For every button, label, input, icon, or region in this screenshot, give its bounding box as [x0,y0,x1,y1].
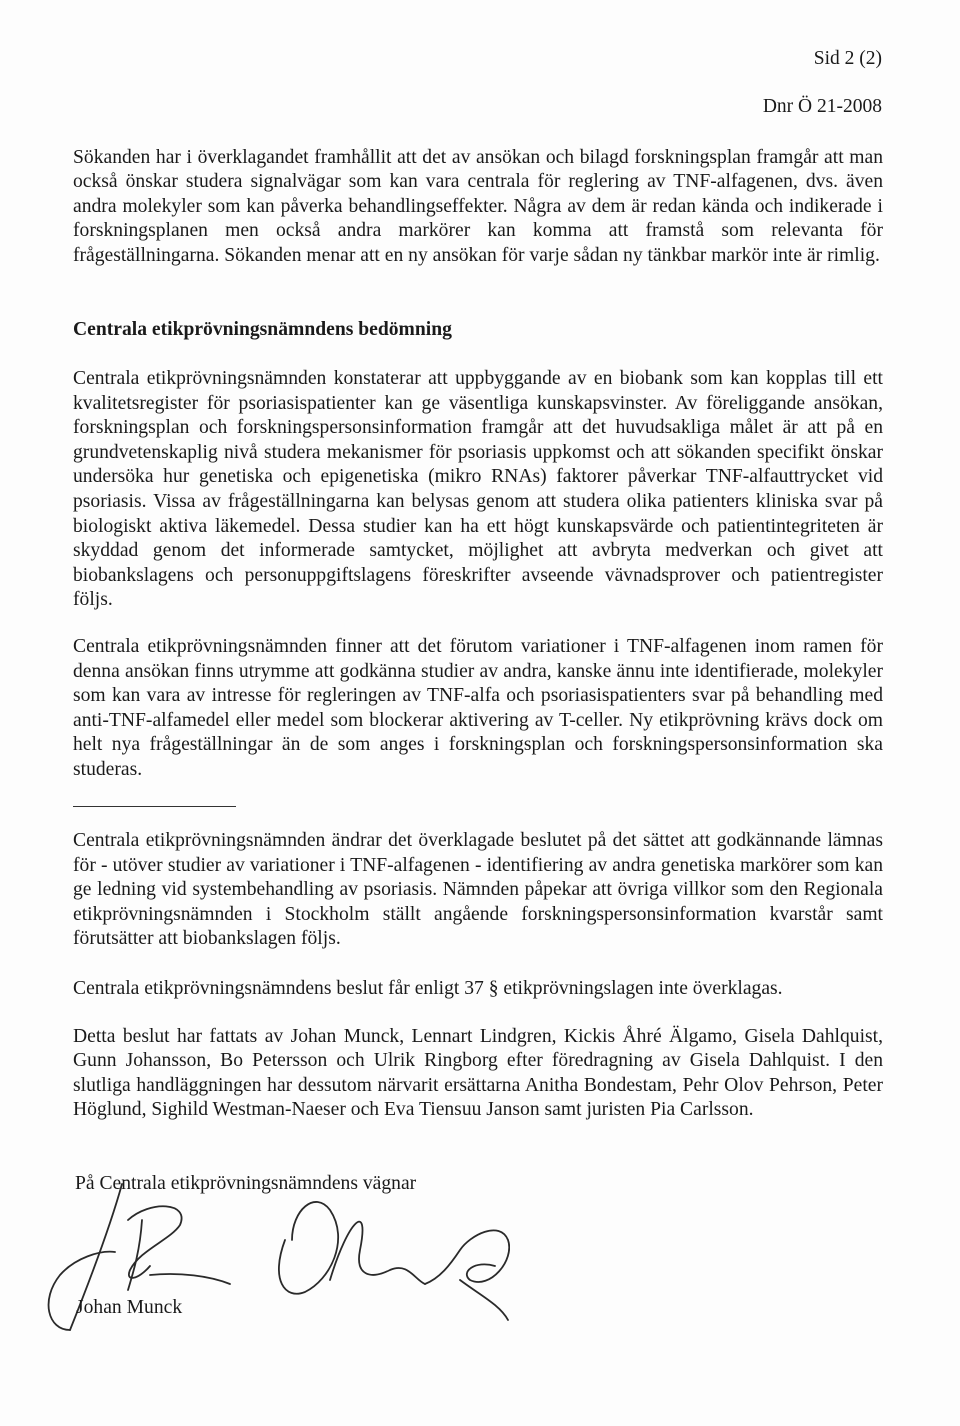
paragraph-text: Centrala etikprövningsnämnden finner att det förutom variationer i TNF-alfagenen inom ramen för denna ansökan finns utrymme att godkänna studier av andra, kanske ännu inte identifierade, molekyler som kan vara av intresse för regleringen av TNF-alfa och psoriasispatienters svar på behandling med anti-TNF-alfamedel eller medel som blockerar aktivering av T-celler. Ny etikprövning krävs dock om helt nya frågeställningar än de som anges i forskningsplan och forskningspersonsinformation ska studeras. [73,636,883,780]
paragraph-participants [73,1025,883,1123]
paragraph-text: Detta beslut har fattats av Johan Munck, Lennart Lindgren, Kickis Åhré Älgamo, Gisela Dahlquist, Gunn Johansson, Bo Petersson och Ulrik Ringborg efter föredragning av Gisela Dahlquist. I den slutliga handläggningen har dessutom närvarit ersättarna Anitha Bondestam, Pehr Olov Pehrson, Peter Höglund, Sighild Westman-Naeser och Eva Tiensuu Janson samt juristen Pia Carlsson. [73,1026,883,1121]
paragraph-appeal-note [73,977,883,1001]
paragraph-text: Centrala etikprövningsnämnden konstaterar att uppbyggande av en biobank som kan kopplas till ett kvalitetsregister för psoriasispatienter kan ge väsentliga kunskapsvinster. Av föreliggande ansökan, forskningsplan och forskningspersonsinformation framgår att det huvudsakliga målet är att på en grundvetenskaplig nivå studera mekanismer för psoriasis uppkomst och att sökanden specifikt önskar undersöka hur genetiska och epigenetiska (mikro RNAs) faktorer påverkar TNF-alfauttrycket vid psoriasis. Vissa av frågeställningarna kan belysas genom att studera olika patienters kliniska svar på biologiskt aktiva läkemedel. Dessa studier kan ha ett högt kunskapsvärde och patientintegriteten är skyddad genom det informerade samtycket, möjlighet att avbryta medverkan och givet att biobankslagens och personuppgiftslagens föreskrifter avseende vävnadsprover och patientregister följs. [73,368,883,611]
page-number: Sid 2 (2) [813,48,882,69]
on-behalf-line: På Centrala etikprövningsnämndens vägnar [75,1173,417,1194]
signer-name: Johan Munck [76,1297,183,1318]
paragraph-text: Centrala etikprövningsnämnden ändrar det överklagade beslutet på det sättet att godkännande lämnas för - utöver studier av variationer i TNF-alfagenen - identifiering av andra genetiska markörer som kan ge ledning vid systembehandling av psoriasis. Nämnden påpekar att övriga villkor som den Regionala etikprövningsnämnden i Stockholm ställt angående forskningspersonsinformation kvarstår samt förutsätter att biobankslagen följs. [73,830,883,950]
paragraph-text: Centrala etikprövningsnämndens beslut får enligt 37 § etikprövningslagen inte överklagas. [73,978,783,999]
paragraph-text: Sökanden har i överklagandet framhållit att det av ansökan och bilagd forskningsplan framgår att man också önskar studera signalvägar som kan vara centrala för reglering av TNF-alfagenen, dvs. även andra molekyler som kan påverka behandlingseffekter. Några av dem är redan kända och indikerade i forskningsplanen men också andra markörer kan komma att framstå som relevanta för frågeställningarna. Sökanden menar att en ny ansökan för varje sådan ny tänkbar markör inte är rimlig. [73,147,883,266]
case-number: Dnr Ö 21-2008 [762,96,882,117]
section-divider [73,806,236,807]
paragraph-decision [73,829,883,952]
paragraph-assessment [73,367,883,613]
section-heading: Centrala etikprövningsnämndens bedömning [73,319,452,340]
paragraph-applicant-argument [73,146,883,268]
paragraph-finding [73,635,883,783]
